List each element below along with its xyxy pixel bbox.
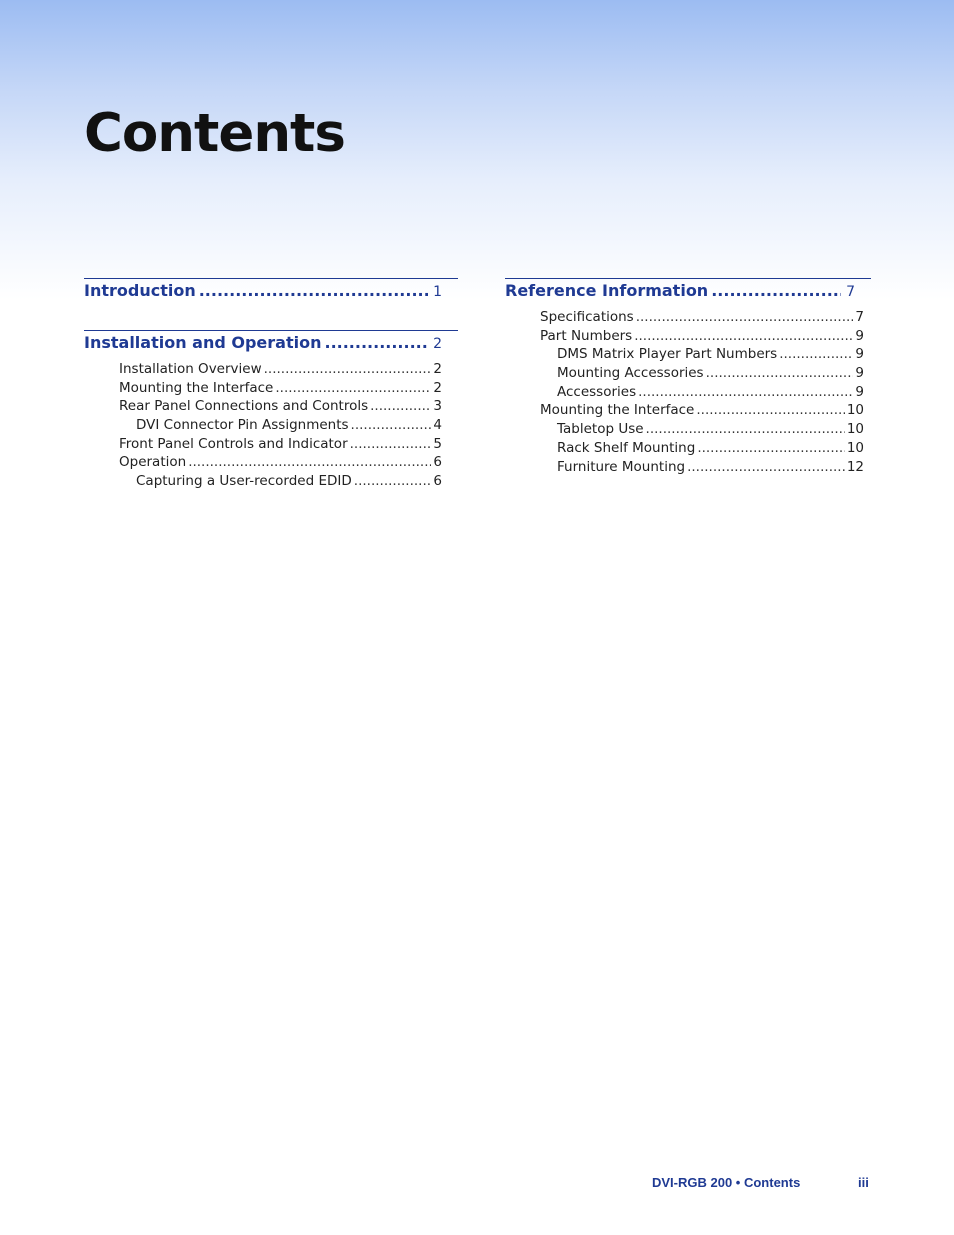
dot-leader xyxy=(779,346,853,362)
toc-entry[interactable] xyxy=(84,361,442,380)
toc-entry[interactable] xyxy=(505,459,864,478)
dot-leader xyxy=(264,361,432,377)
toc-entry[interactable] xyxy=(505,440,864,459)
dot-leader xyxy=(638,384,853,400)
toc-entry-label: Specifications xyxy=(540,309,634,325)
dot-leader xyxy=(646,421,845,437)
toc-entry-label: Mounting the Interface xyxy=(119,379,274,396)
dot-leader xyxy=(354,473,432,489)
toc-entry[interactable] xyxy=(505,328,864,347)
toc-entry-label: Rack Shelf Mounting xyxy=(557,439,696,456)
toc-entry-label: DMS Matrix Player Part Numbers xyxy=(557,346,778,363)
toc-entry-page: 2 xyxy=(433,379,442,396)
toc-entry-page: 10 xyxy=(846,402,864,419)
dot-leader xyxy=(370,398,431,414)
toc-left-column xyxy=(84,278,458,492)
toc-entry-label: Part Numbers xyxy=(540,327,633,344)
toc-section-page: 2 xyxy=(433,336,442,352)
toc-entry[interactable] xyxy=(84,436,442,455)
dot-leader xyxy=(636,309,854,325)
toc-entry-page: 3 xyxy=(433,398,442,415)
toc-section-link-installation[interactable] xyxy=(84,333,442,357)
toc-section-title: Reference Information xyxy=(505,281,709,300)
toc-entry-label: Tabletop Use xyxy=(557,421,644,438)
toc-entry-page: 9 xyxy=(855,327,864,344)
toc-entry-label: DVI Connector Pin Assignments xyxy=(136,417,349,434)
toc-entry-label: Operation xyxy=(119,454,187,471)
toc-entry-label: Mounting Accessories xyxy=(557,365,704,382)
toc-entry-page: 10 xyxy=(846,439,864,456)
footer-document-title: DVI-RGB 200 • Contents xyxy=(652,1175,801,1190)
toc-entry[interactable] xyxy=(84,473,442,492)
toc-entry-page: 5 xyxy=(433,435,442,452)
page-title: Contents xyxy=(84,103,345,164)
dot-leader xyxy=(350,436,432,452)
toc-entry-list xyxy=(505,309,871,477)
toc-entry-page: 7 xyxy=(855,309,864,325)
dot-leader xyxy=(188,454,431,470)
toc-section-reference xyxy=(505,278,871,477)
toc-entry[interactable] xyxy=(505,421,864,440)
toc-entry[interactable] xyxy=(505,346,864,365)
toc-entry-page: 9 xyxy=(855,346,864,363)
toc-section-installation xyxy=(84,330,458,492)
toc-entry[interactable] xyxy=(84,417,442,436)
dot-leader xyxy=(711,281,841,300)
toc-entry-label: Front Panel Controls and Indicator xyxy=(119,435,348,452)
toc-right-column xyxy=(505,278,871,477)
dot-leader xyxy=(696,402,844,418)
toc-entry-label: Furniture Mounting xyxy=(557,458,686,475)
toc-entry[interactable] xyxy=(84,398,442,417)
toc-entry-page: 10 xyxy=(846,421,864,438)
toc-entry-label: Capturing a User-recorded EDID xyxy=(136,473,352,490)
dot-leader xyxy=(324,333,428,352)
toc-entry-label: Rear Panel Connections and Controls xyxy=(119,398,369,415)
toc-section-title: Introduction xyxy=(84,281,196,300)
toc-section-page: 7 xyxy=(846,284,855,300)
toc-entry-page: 6 xyxy=(433,473,442,490)
toc-entry[interactable] xyxy=(505,402,864,421)
toc-entry[interactable] xyxy=(84,380,442,399)
dot-leader xyxy=(199,281,428,300)
toc-entry-page: 9 xyxy=(855,383,864,400)
toc-entry-page: 12 xyxy=(846,458,864,475)
toc-entry-label: Installation Overview xyxy=(119,361,262,377)
toc-entry-label: Mounting the Interface xyxy=(540,402,695,419)
toc-entry[interactable] xyxy=(505,384,864,403)
toc-entry-page: 9 xyxy=(855,365,864,382)
toc-entry-label: Accessories xyxy=(557,383,637,400)
toc-section-title: Installation and Operation xyxy=(84,333,322,352)
dot-leader xyxy=(706,365,854,381)
toc-entry[interactable] xyxy=(84,454,442,473)
footer-page-number: iii xyxy=(858,1175,869,1190)
toc-section-page: 1 xyxy=(433,284,442,300)
toc-entry-page: 2 xyxy=(433,361,442,377)
dot-leader xyxy=(697,440,845,456)
toc-entry[interactable] xyxy=(505,365,864,384)
toc-section-link-introduction[interactable] xyxy=(84,281,442,305)
dot-leader xyxy=(351,417,432,433)
toc-entry-page: 4 xyxy=(433,417,442,434)
toc-section-link-reference[interactable] xyxy=(505,281,855,305)
dot-leader xyxy=(275,380,431,396)
dot-leader xyxy=(687,459,845,475)
toc-section-introduction xyxy=(84,278,458,305)
toc-entry-list xyxy=(84,361,458,492)
dot-leader xyxy=(634,328,853,344)
toc-entry-page: 6 xyxy=(433,454,442,471)
toc-entry[interactable] xyxy=(505,309,864,328)
